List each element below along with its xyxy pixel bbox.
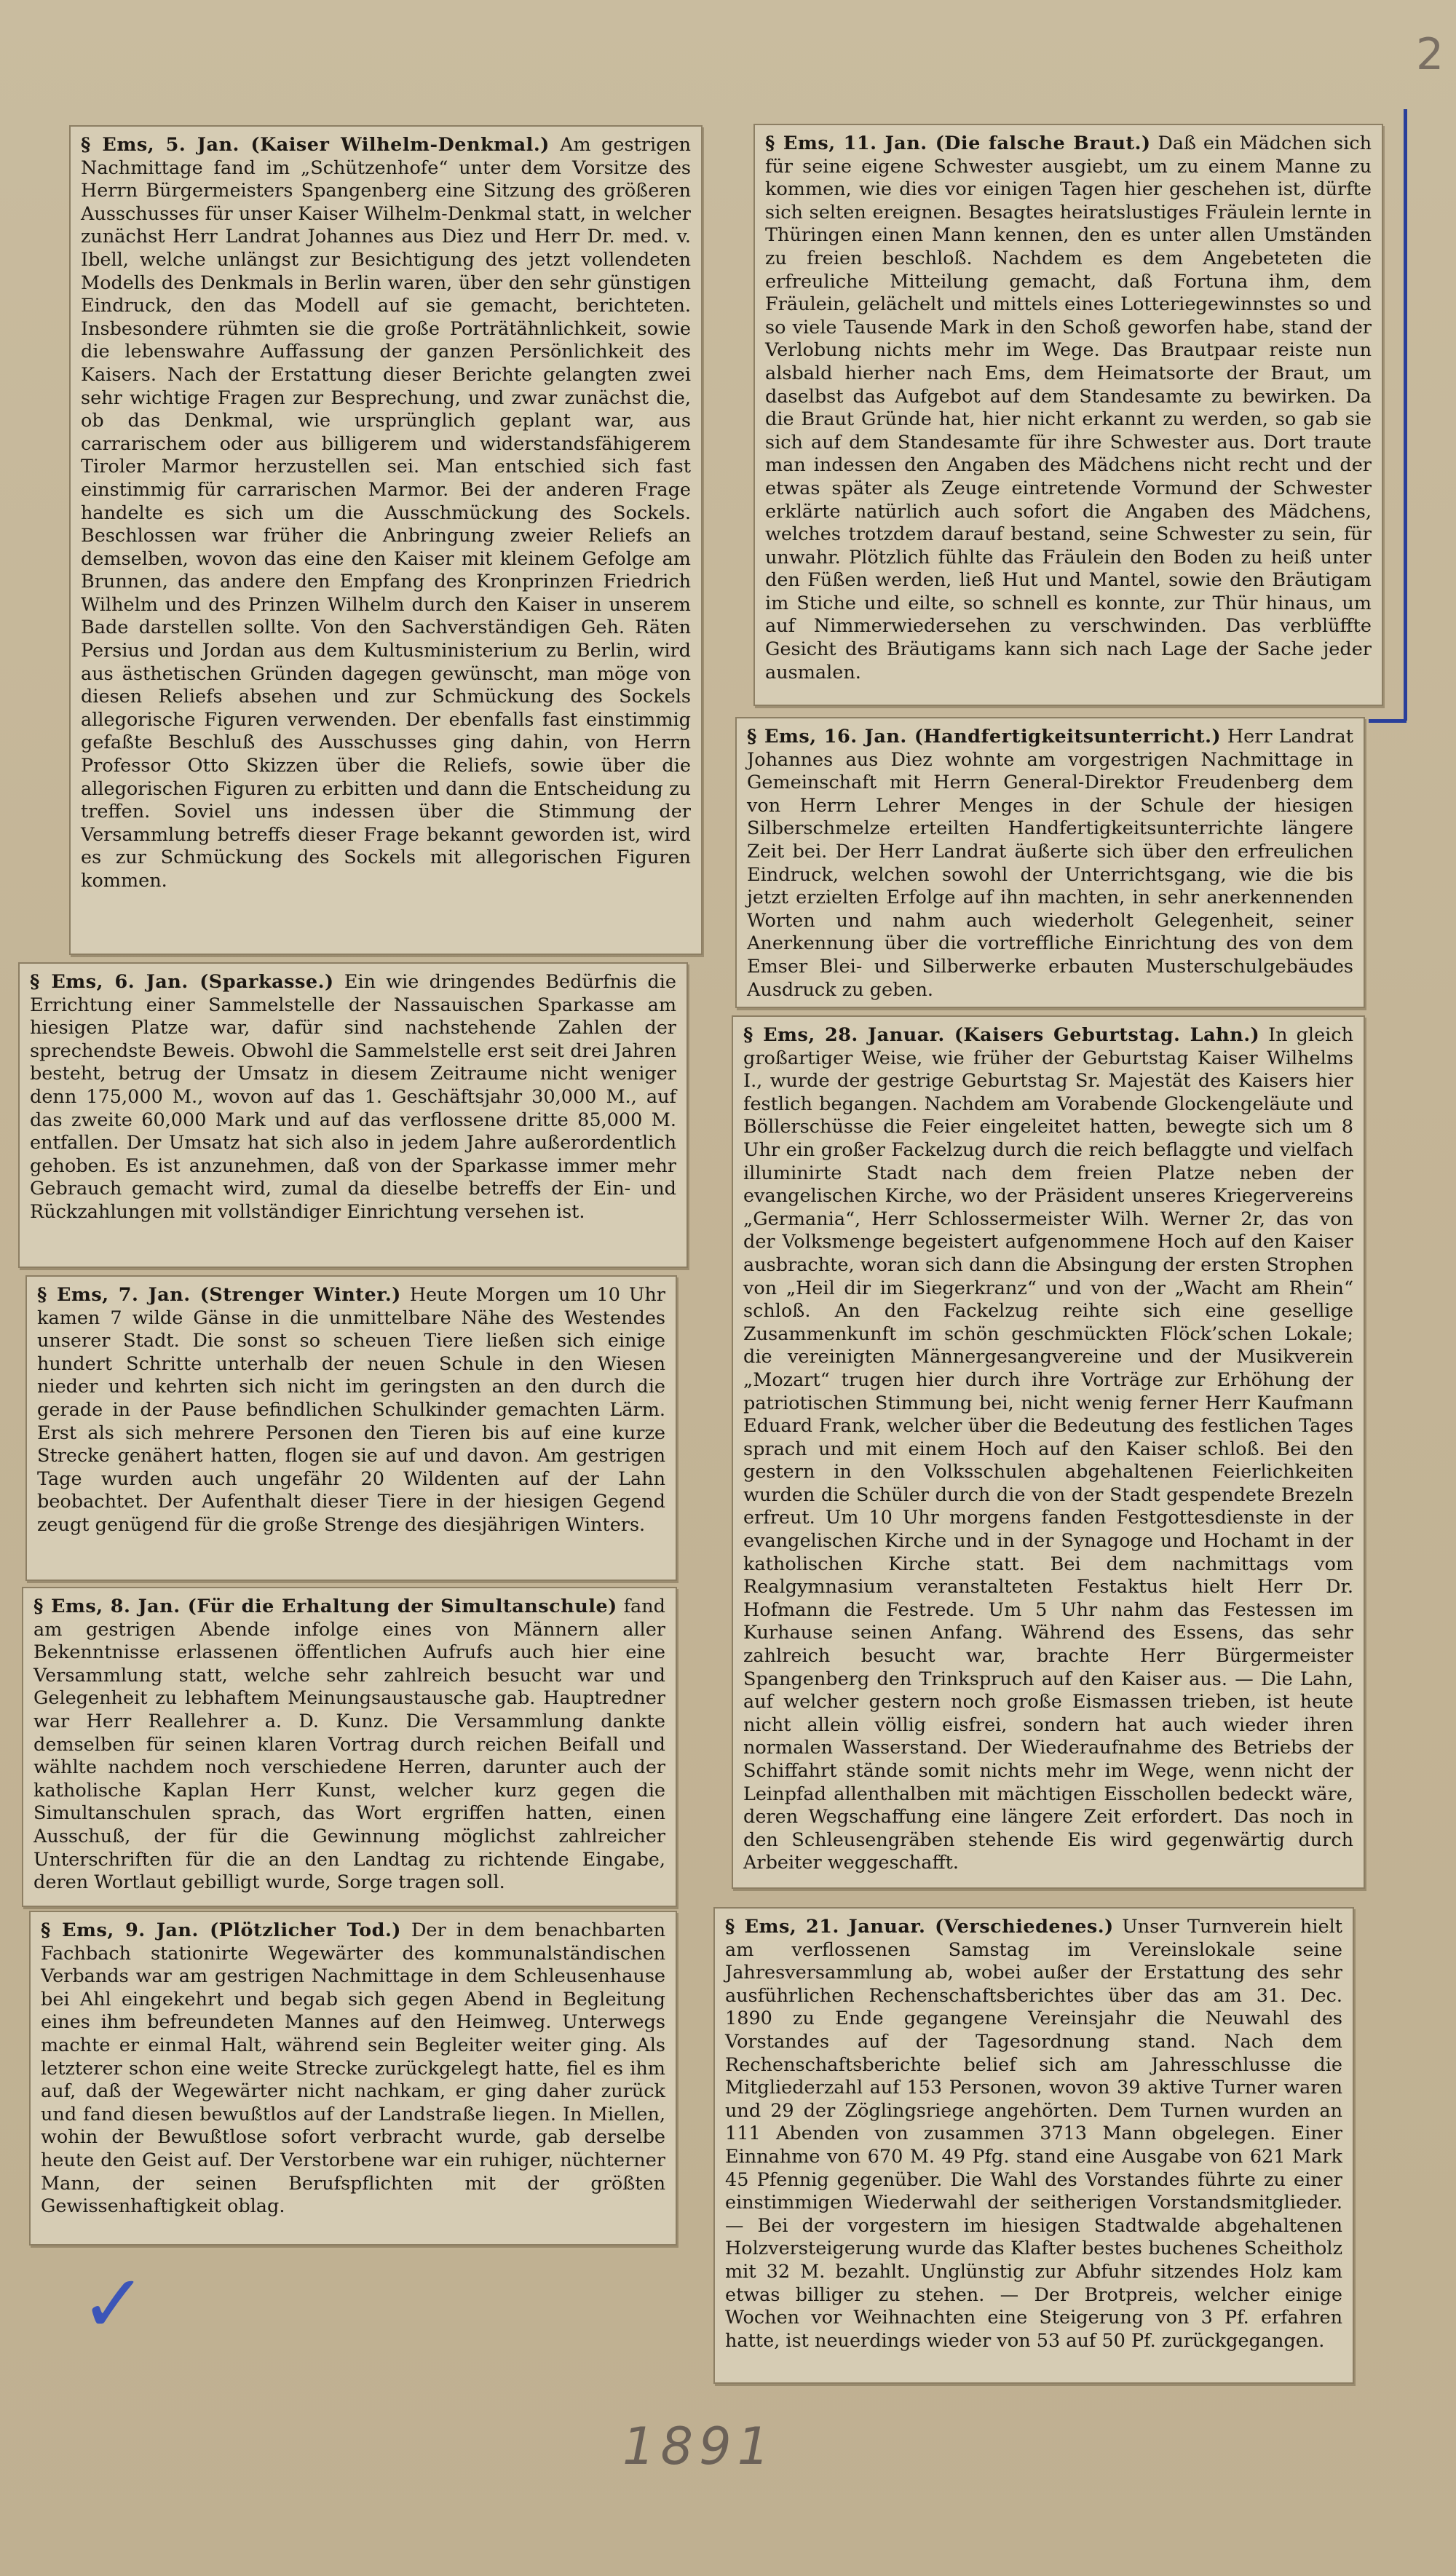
clipping-heading: § Ems, 7. Jan. (Strenger Winter.)	[37, 1284, 401, 1306]
clipping-heading: § Ems, 6. Jan. (Sparkasse.)	[30, 971, 334, 993]
clipping-heading: § Ems, 11. Jan. (Die falsche Braut.)	[765, 132, 1151, 154]
clipping-strenger-winter	[25, 1275, 677, 1581]
clipping-simultanschule	[22, 1587, 677, 1907]
clipping-body: In gleich großartiger Weise, wie früher der Geburtstag Kaiser Wilhelms I., wurde der gestrige Geburtstag Sr. Majestät des Kaisers hier festlich begangen. Nachdem am Vorabende Glockengeläute und Böllerschüsse die Feier eingeleitet hatten, bewegte sich um 8 Uhr ein großer Fackelzug durch die reich beflaggte und vielfach illuminirte Stadt nach dem freien Platze neben der evangelischen Kirche, wo der Präsident unseres Kriegervereins „Germania“, Herr Schlossermeister Wilh. Werner 2r, das von der Volksmenge begeistert aufgenommene Hoch auf den Kaiser ausbrachte, woran sich dann die Absingung der ersten Strophen von „Heil dir im Siegerkranz“ und von der „Wacht am Rhein“ schloß. An den Fackelzug reihte sich eine gesellige Zusammenkunft im schön geschmückten Flöck’schen Lokale; die vereinigten Männergesangvereine und der Musikverein „Mozart“ trugen hier durch ihre Vorträge zur Erhöhung der patriotischen Stimmung bei, nicht wenig ferner Herr Kaufmann Eduard Frank, welcher über die Bedeutung des festlichen Tages sprach und mit einem Hoch auf den Kaiser schloß. Bei den gestern in den Volksschulen abgehaltenen Feierlichkeiten wurden die Schüler durch die von der Stadt gespendete Brezeln erfreut. Um 10 Uhr morgens fanden Festgottesdienste in der evangelischen Kirche und in der Synagoge und Hochamt in der katholischen Kirche statt. Bei dem nachmittags vom Realgymnasium veranstalteten Festaktus hielt Herr Dr. Hofmann die Festrede. Um 5 Uhr nahm das Festessen im Kurhause seinen Anfang. Während des Essens, das sehr zahlreich besucht war, brachte Herr Bürgermeister Spangenberg den Trinkspruch auf den Kaiser aus. — Die Lahn, auf welcher gestern noch große Eismassen trieben, ist heute nicht allein völlig eisfrei, sondern hat auch wieder ihren normalen Wasserstand. Der Wiederaufnahme des Betriebs der Schiffahrt stände somit nichts mehr im Wege, wenn nicht der Leinpfad allenthalben mit mächtigen Eisschollen bedeckt wäre, deren Wegschaffung eine längere Zeit erfordert. Das noch in den Schleusengräben stehende Eis wird gegenwärtig durch Arbeiter weggeschafft.	[743, 1024, 1353, 1874]
clipping-heading: § Ems, 16. Jan. (Handfertigkeitsunterricht.)	[747, 726, 1222, 748]
blue-margin-tick	[1369, 719, 1406, 723]
clipping-heading: § Ems, 5. Jan. (Kaiser Wilhelm-Denkmal.)	[81, 134, 550, 156]
clipping-body: Ein wie dringendes Bedürfnis die Errichtung einer Sammelstelle der Nassauischen Sparkasse am hiesigen Platze war, dafür sind nachstehende Zahlen der sprechendste Beweis. Obwohl die Sammelstelle erst seit drei Jahren besteht, betrug der Umsatz in diesem Zeitraume nicht weniger denn 175,000 M., wovon auf das 1. Geschäftsjahr 30,000 M., auf das zweite 60,000 Mark und auf das verflossene dritte 85,000 M. entfallen. Der Umsatz hat sich also in jedem Jahre außerordentlich gehoben. Es ist anzunehmen, daß von der Sparkasse immer mehr Gebrauch gemacht wird, zumal da dieselbe betreffs der Ein- und Rückzahlungen mit vollständiger Einrichtung versehen ist.	[30, 971, 677, 1223]
checkmark-icon: ✓	[80, 2257, 148, 2350]
year-note: 1891	[622, 2417, 776, 2476]
clipping-verschiedenes	[713, 1907, 1354, 2384]
clipping-falsche-braut	[753, 124, 1383, 706]
corner-mark: 2	[1416, 29, 1444, 80]
clipping-body: Heute Morgen um 10 Uhr kamen 7 wilde Gänse in die unmittelbare Nähe des Westendes unserer Stadt. Die sonst so scheuen Tiere ließen sich einige hundert Schritte unterhalb der neuen Schule in den Wiesen nieder und kehrten sich nicht im geringsten an den durch die gerade in der Pause befindlichen Schulkinder gemachten Lärm. Erst als sich mehrere Personen den Tieren bis auf eine kurze Strecke genähert hatten, flogen sie auf und davon. Am gestrigen Tage wurden auch ungefähr 20 Wildenten auf der Lahn beobachtet. Der Aufenthalt dieser Tiere in der hiesigen Gegend zeugt genügend für die große Strenge des diesjährigen Winters.	[37, 1284, 665, 1536]
clipping-handfertigkeitsunterricht	[735, 717, 1365, 1008]
clipping-kaisers-geburtstag	[732, 1015, 1365, 1889]
clipping-sparkasse	[18, 962, 688, 1268]
clipping-body: Daß ein Mädchen sich für seine eigene Schwester ausgiebt, um zu einem Manne zu kommen, wie dies vor einigen Tagen hier geschehen ist, dürfte sich selten ereignen. Besagtes heiratslustiges Fräulein lernte in Thüringen einen Mann kennen, den es unter allen Umständen zu freien beschloß. Nachdem es dem Angebeteten die erfreuliche Mitteilung gemacht, daß Fortuna ihm, dem Fräulein, gelächelt und mittels eines Lotteriegewinnstes so und so viele Tausende Mark in den Schoß geworfen habe, stand der Verlobung nichts mehr im Wege. Das Brautpaar reiste nun alsbald hierher nach Ems, dem Heimatsorte der Braut, um daselbst das Aufgebot auf dem Standesamte zu bewirken. Da die Braut Gründe hat, hier nicht erkannt zu werden, so gab sie sich auf dem Standesamte für ihre Schwester aus. Dort traute man indessen den Angaben des Mädchens nicht recht und der etwas später als Zeuge eintretende Vormund der Schwester erklärte natürlich auch sofort die Angaben des Mädchens, welches trotzdem darauf bestand, seine Schwester zu sein, für unwahr. Plötzlich fühlte das Fräulein den Boden zu heiß unter den Füßen werden, ließ Hut und Mantel, sowie den Bräutigam im Stiche und eilte, so schnell es konnte, zur Thür hinaus, um auf Nimmerwiedersehen zu verschwinden. Das verblüffte Gesicht des Bräutigams kann sich nach Lage der Sache jeder ausmalen.	[765, 132, 1372, 683]
clipping-heading: § Ems, 21. Januar. (Verschiedenes.)	[725, 1916, 1114, 1938]
clipping-body: Herr Landrat Johannes aus Diez wohnte am vorgestrigen Nachmittage in Gemeinschaft mit Herrn General-Direktor Freudenberg dem von Herrn Lehrer Menges in der Schule der hiesigen Silberschmelze erteilten Handfertigkeitsunterrichte längere Zeit bei. Der Herr Landrat äußerte sich über den erfreulichen Eindruck, welchen sowohl der Unterrichtsgang, wie die bis jetzt erzielten Erfolge auf ihn machten, in sehr anerkennenden Worten und nahm auch wiederholt Gelegenheit, seiner Anerkennung über die vortreffliche Einrichtung des von dem Emser Blei- und Silberwerke erbauten Musterschulgebäudes Ausdruck zu geben.	[747, 726, 1354, 1001]
blue-margin-line	[1404, 109, 1407, 721]
clipping-body: Unser Turnverein hielt am verflossenen Samstag im Vereinslokale seine Jahresversammlung ab, wobei außer der Erstattung des sehr ausführlichen Rechenschaftsberichtes über das am 31. Dec. 1890 zu Ende gegangene Vereinsjahr die Neuwahl des Vorstandes auf der Tagesordnung stand. Nach dem Rechenschaftsberichte belief sich am Jahresschlusse die Mitgliederzahl auf 153 Personen, wovon 39 aktive Turner waren und 29 der Zöglingsriege angehörten. Dem Turnen wurden an 111 Abenden von zusammen 3713 Mann obgelegen. Einer Einnahme von 670 M. 49 Pfg. stand eine Ausgabe von 621 Mark 45 Pfennig gegenüber. Die Wahl des Vorstandes führte zu einer einstimmigen Wiederwahl der seitherigen Vorstandsmitglieder. — Bei der vorgestern im hiesigen Stadtwalde abgehaltenen Holzversteigerung wurde das Klafter bestes buchenes Scheitholz mit 32 M. bezahlt. Unglünstig zur Abfuhr sitzendes Holz kam etwas billiger zu stehen. — Der Brotpreis, welcher einige Wochen vor Weihnachten eine Steigerung von 3 Pf. erfahren hatte, ist neuerdings wieder von 53 auf 50 Pf. zurückgegangen.	[725, 1916, 1343, 2352]
clipping-body: Am gestrigen Nachmittage fand im „Schützenhofe“ unter dem Vorsitze des Herrn Bürgermeisters Spangenberg eine Sitzung des größeren Ausschusses für unser Kaiser Wilhelm-Denkmal statt, in welcher zunächst Herr Landrat Johannes aus Diez und Herr Dr. med. v. Ibell, welche unlängst zur Besichtigung des jetzt vollendeten Modells des Denkmals in Berlin waren, über den sehr günstigen Eindruck, den das Modell auf sie gemacht, berichteten. Insbesondere rühmten sie die große Porträtähnlichkeit, sowie die lebenswahre Auffassung der ganzen Persönlichkeit des Kaisers. Nach der Erstattung dieser Berichte gelangten zwei sehr wichtige Fragen zur Besprechung, und zwar zunächst die, ob das Denkmal, wie ursprünglich geplant war, aus carrarischem oder aus billigerem und widerstandsfähigerem Tiroler Marmor herzustellen sei. Man entschied sich fast einstimmig für carrarischen Marmor. Bei der anderen Frage handelte es sich um die Ausschmückung des Sockels. Beschlossen war früher die Anbringung zweier Reliefs an demselben, wovon das eine den Kaiser mit kleinem Gefolge am Brunnen, das andere den Empfang des Kronprinzen Friedrich Wilhelm und des Prinzen Wilhelm durch den Kaiser in unserem Bade darstellen sollte. Von den Sachverständigen Geh. Räten Persius und Jordan aus dem Kultusministerium zu Berlin, wird aus ästhetischen Gründen dagegen gewünscht, man möge von diesen Reliefs absehen und zur Schmückung des Sockels allegorische Figuren verwenden. Der ebenfalls fast einstimmig gefaßte Beschluß des Ausschusses ging dahin, von Herrn Professor Otto Skizzen über die Reliefs, sowie über die allegorischen Figuren zu erbitten und dann die Entscheidung zu treffen. Soviel uns indessen über die Stimmung der Versammlung betreffs dieser Frage bekannt geworden ist, wird es zur Schmückung des Sockels mit allegorischen Figuren kommen.	[81, 134, 691, 892]
clipping-ploetzlicher-tod	[29, 1911, 677, 2246]
clipping-heading: § Ems, 28. Januar. (Kaisers Geburtstag. Lahn.)	[743, 1024, 1260, 1046]
clipping-heading: § Ems, 9. Jan. (Plötzlicher Tod.)	[41, 1919, 401, 1941]
clipping-heading: § Ems, 8. Jan. (Für die Erhaltung der Simultanschule)	[33, 1596, 617, 1617]
clipping-body: Der in dem benachbarten Fachbach stationirte Wegewärter des kommunalständischen Verbands war am gestrigen Nachmittage in dem Schleusenhause bei Ahl eingekehrt und begab sich gegen Abend in Begleitung eines ihm befreundeten Mannes auf den Heimweg. Unterwegs machte er einmal Halt, während sein Begleiter weiter ging. Als letzterer schon eine weite Strecke zurückgelegt hatte, fiel es ihm auf, daß der Wegewärter nicht nachkam, er ging daher zurück und fand diesen bewußtlos auf der Landstraße liegen. In Miellen, wohin der Bewußtlose sofort verbracht wurde, gab derselbe heute den Geist auf. Der Verstorbene war ein ruhiger, nüchterner Mann, der seinen Berufspflichten mit der größten Gewissenhaftigkeit oblag.	[41, 1919, 665, 2218]
clipping-body: fand am gestrigen Abende infolge eines von Männern aller Bekenntnisse erlassenen öffentlichen Aufrufs auch hier eine Versammlung statt, welche sehr zahlreich besucht war und Gelegenheit zu lebhaftem Meinungsaustausche gab. Hauptredner war Herr Reallehrer a. D. Kunz. Die Versammlung dankte demselben für seinen klaren Vortrag durch reichen Beifall und wählte nachdem noch verschiedene Herren, darunter auch der katholische Kaplan Herr Kunst, welcher kurz gegen die Simultanschulen sprach, das Wort ergriffen hatten, einen Ausschuß, der für die Gewinnung möglichst zahlreicher Unterschriften für die an den Landtag zu richtende Eingabe, deren Wortlaut gebilligt wurde, Sorge tragen soll.	[33, 1596, 665, 1894]
clipping-kaiser-wilhelm-denkmal	[69, 125, 703, 955]
